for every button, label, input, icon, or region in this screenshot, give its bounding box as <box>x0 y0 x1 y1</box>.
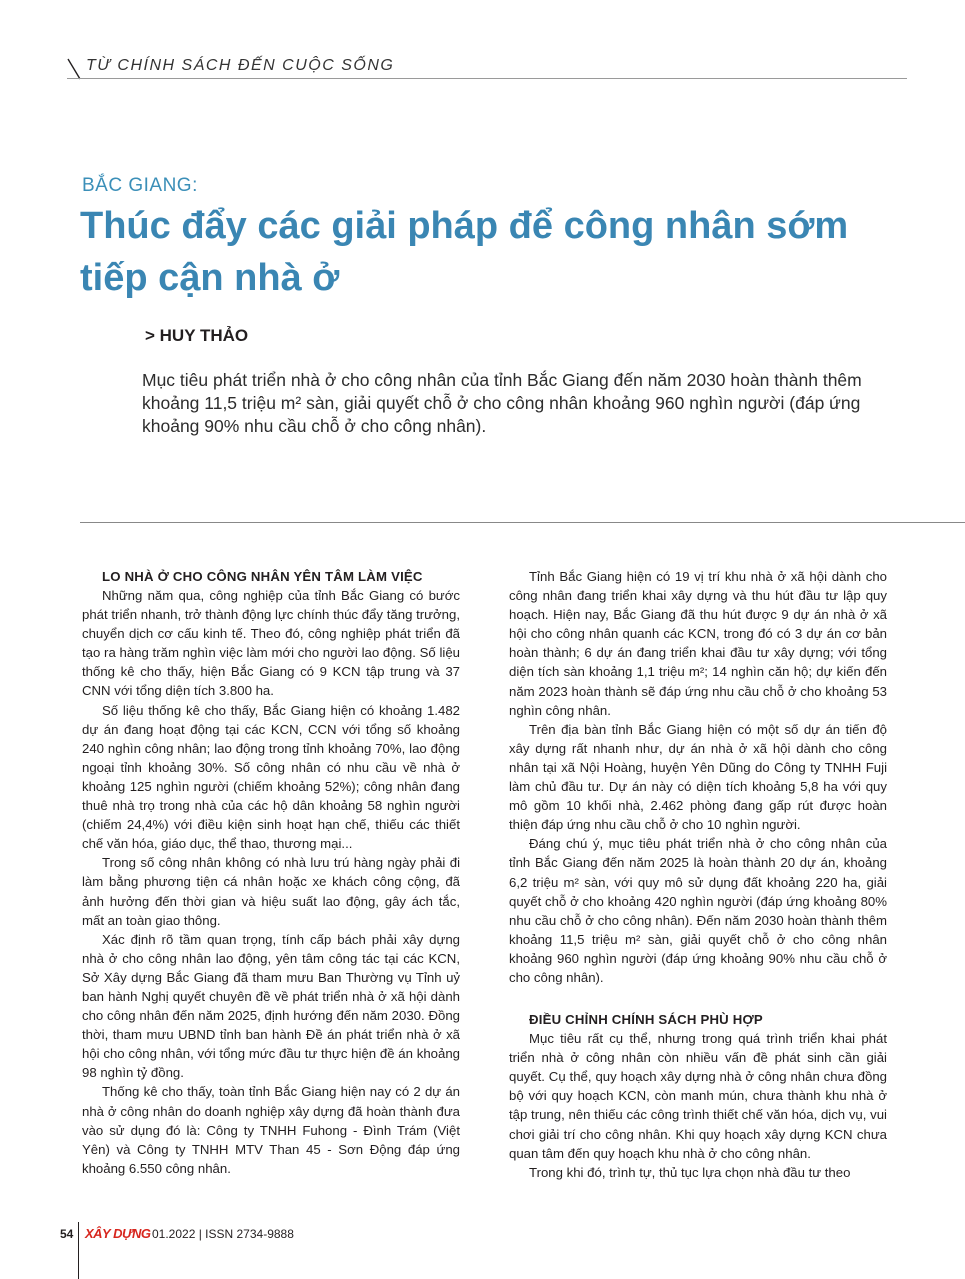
paragraph: Những năm qua, công nghiệp của tỉnh Bắc Giang có bước phát triển nhanh, trở thành động lực chính thúc đẩy tăng trưởng, chuyển dịch cơ cấu kinh tế. Theo đó, công nghiệp phát triển đã tạo ra hàng trăm nghìn việc làm mới cho người lao động. Số liệu thống kê cho thấy, hiện Bắc Giang có 9 KCN tập trung và 37 CNN với tổng diện tích 3.800 ha. <box>82 588 460 699</box>
paragraph: Thống kê cho thấy, toàn tỉnh Bắc Giang hiện nay có 2 dự án nhà ở công nhân do doanh nghiệp xây dựng đã hoàn thành đưa vào sử dụng đó là: Công ty TNHH Fuhong - Đình Trám (Việt Yên) và Công ty TNHH MTV Than 45 - Sơn Động đáp ứng khoảng 6.550 công nhân. <box>82 1084 460 1176</box>
right-column <box>509 567 887 1182</box>
paragraph: Trong khi đó, trình tự, thủ tục lựa chọn nhà đầu tư theo <box>529 1164 851 1180</box>
page-number: 54 <box>60 1227 74 1241</box>
article-title: Thúc đẩy các giải pháp để công nhân sớm tiếp cận nhà ở <box>80 205 849 299</box>
section-heading: ĐIỀU CHỈNH CHÍNH SÁCH PHÙ HỢP <box>529 1012 763 1028</box>
section-label: TỪ CHÍNH SÁCH ĐẾN CUỘC SỐNG <box>86 57 395 74</box>
divider <box>80 522 965 523</box>
left-column <box>82 567 460 1178</box>
paragraph: Trên địa bàn tỉnh Bắc Giang hiện có một số dự án tiến độ xây dựng rất nhanh như, dự án nhà ở xã hội dành cho công nhân tại xã Nội Hoàng, huyện Yên Dũng do Công ty TNHH Fuji làm chủ đầu tư. Dự án này có diện tích khoảng 5,8 ha với quy mô gồm 10 khối nhà, 2.462 phòng đang gấp rút được hoàn thiện đáp ứng nhu cầu chỗ ở cho 10 nghìn người. <box>509 721 887 833</box>
article-byline: > HUY THẢO <box>145 326 249 345</box>
paragraph: Tỉnh Bắc Giang hiện có 19 vị trí khu nhà ở xã hội dành cho công nhân đang triển khai xây dựng và thu hút đầu tư lập quy hoạch. Hiện nay, Bắc Giang đã thu hút được 9 dự án nhà ở xã hội cho công nhân quanh các KCN, trong đó có 3 dự án cơ bản hoàn thành; 6 dự án đang triển khai đầu tư xây dựng; với tổng diện tích sàn khoảng 1,1 triệu m²; 14 nghìn căn hộ; dự kiến đến năm 2023 hoàn thành sẽ đáp ứng nhu cầu chỗ ở cho khoảng 53 nghìn công nhân. <box>509 569 887 718</box>
footer-divider <box>78 1222 79 1279</box>
paragraph: Số liệu thống kê cho thấy, Bắc Giang hiện có khoảng 1.482 dự án đang hoạt động tại các KCN, CCN với tổng số khoảng 240 nghìn công nhân; lao động trong tỉnh khoảng 70%, lao động ngoại tỉnh khoảng 30%. Số công nhân có nhu cầu về nhà ở khoảng 125 nghìn người (chiếm khoảng 52%); công nhân đang thuê nhà trọ trong nhà của các hộ dân khoảng 58 nghìn người (chiếm 24,4%) với điều kiện sinh hoạt hạn chế, thiếu các thiết chế văn hóa, giáo dục, thể thao, thương mại... <box>82 702 460 852</box>
article-kicker: BẮC GIANG: <box>82 175 198 196</box>
section-heading: LO NHÀ Ở CHO CÔNG NHÂN YÊN TÂM LÀM VIỆC <box>102 569 423 584</box>
magazine-logo: XÂY DỰNG <box>85 1226 151 1241</box>
issue-info: 01.2022 | ISSN 2734-9888 <box>152 1227 294 1241</box>
section-slash-icon <box>67 58 81 80</box>
section-underline <box>67 78 907 79</box>
paragraph: Đáng chú ý, mục tiêu phát triển nhà ở cho công nhân của tỉnh Bắc Giang đến năm 2025 là hoàn thành 20 dự án, khoảng 6,2 triệu m² sàn, với quy mô sử dụng đất khoảng 220 ha, giải quyết chỗ ở cho khoảng 420 nghìn người (đáp ứng khoảng 80% nhu cầu chỗ ở cho công nhân). Đến năm 2030 hoàn thành thêm khoảng 11,5 triệu m² sàn, giải quyết chỗ ở cho công nhân khoảng 960 nghìn người (đáp ứng khoảng 90% nhu cầu chỗ ở cho công nhân). <box>509 836 887 985</box>
paragraph: Mục tiêu rất cụ thể, nhưng trong quá trình triển khai phát triển nhà ở công nhân còn nhiều vấn đề phát sinh cần giải quyết. Cụ thể, quy hoạch xây dựng nhà ở công nhân chưa đồng bộ với quy hoạch KCN, còn manh mún, chưa thành khu nhà ở tập trung, nên thiếu các công trình thiết chế văn hóa, dịch vụ, vui chơi giải trí cho công nhân. Khi quy hoạch xây dựng KCN chưa quan tâm đến quy hoạch khu nhà ở cho công nhân. <box>509 1031 887 1161</box>
article-sapo: Mục tiêu phát triển nhà ở cho công nhân của tỉnh Bắc Giang đến năm 2030 hoàn thành thêm khoảng 11,5 triệu m² sàn, giải quyết chỗ ở cho công nhân khoảng 960 nghìn người (đáp ứng khoảng 90% nhu cầu chỗ ở cho công nhân). <box>142 370 862 436</box>
page-footer <box>0 1222 965 1279</box>
section-header <box>62 52 912 80</box>
paragraph: Trong số công nhân không có nhà lưu trú hàng ngày phải đi làm bằng phương tiện cá nhân hoặc xe khách công cộng, đã ảnh hưởng đến thời gian và hiệu suất lao động, gây ách tắc, mất an toàn giao thông. <box>82 855 460 928</box>
paragraph: Xác định rõ tầm quan trọng, tính cấp bách phải xây dựng nhà ở cho công nhân lao động, yên tâm công tác tại các KCN, Sở Xây dựng Bắc Giang đã tham mưu Ban Thường vụ Tỉnh uỷ ban hành Nghị quyết chuyên đề về phát triển nhà ở xã hội dành cho công nhân đến năm 2025, định hướng đến năm 2030. Đồng thời, tham mưu UBND tỉnh ban hành Đề án phát triển nhà ở xã hội cho công nhân, với tổng mức đầu tư thực hiện đề án khoảng 98 nghìn tỷ đồng. <box>82 931 460 1081</box>
